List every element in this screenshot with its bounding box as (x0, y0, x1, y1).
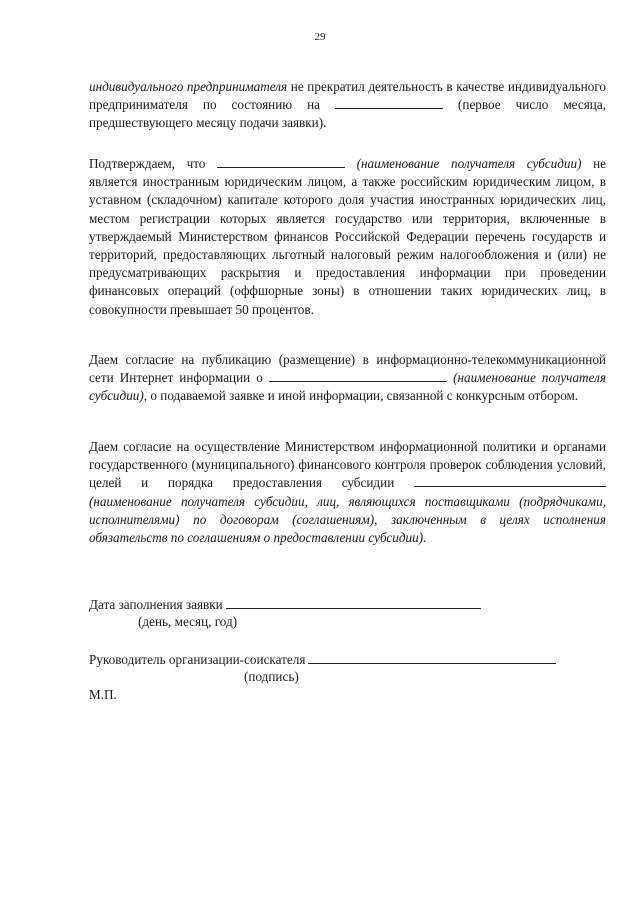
publication-recipient-hint: (наименование получателя субсидии) (89, 370, 606, 404)
entrepreneur-italic-text: индивидуального предпринимателя (89, 79, 288, 94)
confirmation-text-rest: не является иностранным юридическим лицом, а также российским юридическим лицом, в уставном (складочном) капитале которого доля участия иностранных юридических лиц, местом регистрации которых является государство или территория, включенные в утверждаемый Министерством финансов Российской Федерации перечень государств и территорий, предоставляющих льготный налоговый режим налогообложения и (или) не предусматривающих раскрытия и предоставления информации при проведении финансовых операций (оффшорные зоны) в отношении таких юридических лиц, в совокупности превышает 50 процентов. (89, 156, 606, 317)
date-field-row (89, 596, 481, 614)
inspection-recipient-hint: (наименование получателя субсидии, лиц, являющихся поставщиками (подрядчиками, исполнителями) по договорам (соглашениям), заключенным в целях исполнения обязательств по соглашениям о предоставлении субсидии) (89, 493, 606, 546)
date-field-blank (226, 596, 481, 609)
head-signature-row (89, 651, 556, 669)
recipient-name-hint: (наименование получателя субсидии) (356, 156, 582, 171)
page-number: 29 (314, 31, 326, 43)
entrepreneur-text: не прекратил деятельность в качестве индивидуального предпринимателя по состоянию на (89, 79, 607, 113)
paragraph-foreign-entity-confirmation (89, 155, 606, 319)
paragraph-inspection-consent (89, 438, 606, 547)
inspection-text-start: Даем согласие на осуществление Министерством информационной политики и органами государственного (муниципального) финансового контроля проверок соблюдения условий, целей и порядка предоставления субсидии (89, 439, 606, 491)
recipient-name-blank (217, 155, 345, 168)
publication-text-end: , о подаваемой заявке и иной информации, связанной с конкурсным отбором. (143, 388, 579, 404)
head-signature-blank (308, 651, 556, 664)
inspection-recipient-blank (414, 474, 606, 487)
head-signature-hint: (подпись) (244, 669, 299, 684)
inspection-text-end: . (423, 530, 427, 546)
publication-recipient-blank (269, 369, 447, 382)
stamp-label: М.П. (89, 687, 117, 702)
date-field-label: Дата заполнения заявки (89, 597, 223, 612)
confirmation-text-start: Подтверждаем, что (89, 156, 218, 171)
head-signature-label: Руководитель организации-соискателя (89, 652, 306, 667)
status-date-blank (335, 96, 443, 109)
publication-text-start: Даем согласие на публикацию (размещение) в информационно-телекоммуникационной сети Интернет информации о (89, 352, 606, 386)
date-field-hint: (день, месяц, год) (138, 614, 238, 629)
entrepreneur-text-end: (первое число месяца, предшествующего месяцу подачи заявки). (89, 97, 606, 131)
paragraph-entrepreneur-status (89, 78, 606, 133)
paragraph-publication-consent (89, 351, 606, 406)
